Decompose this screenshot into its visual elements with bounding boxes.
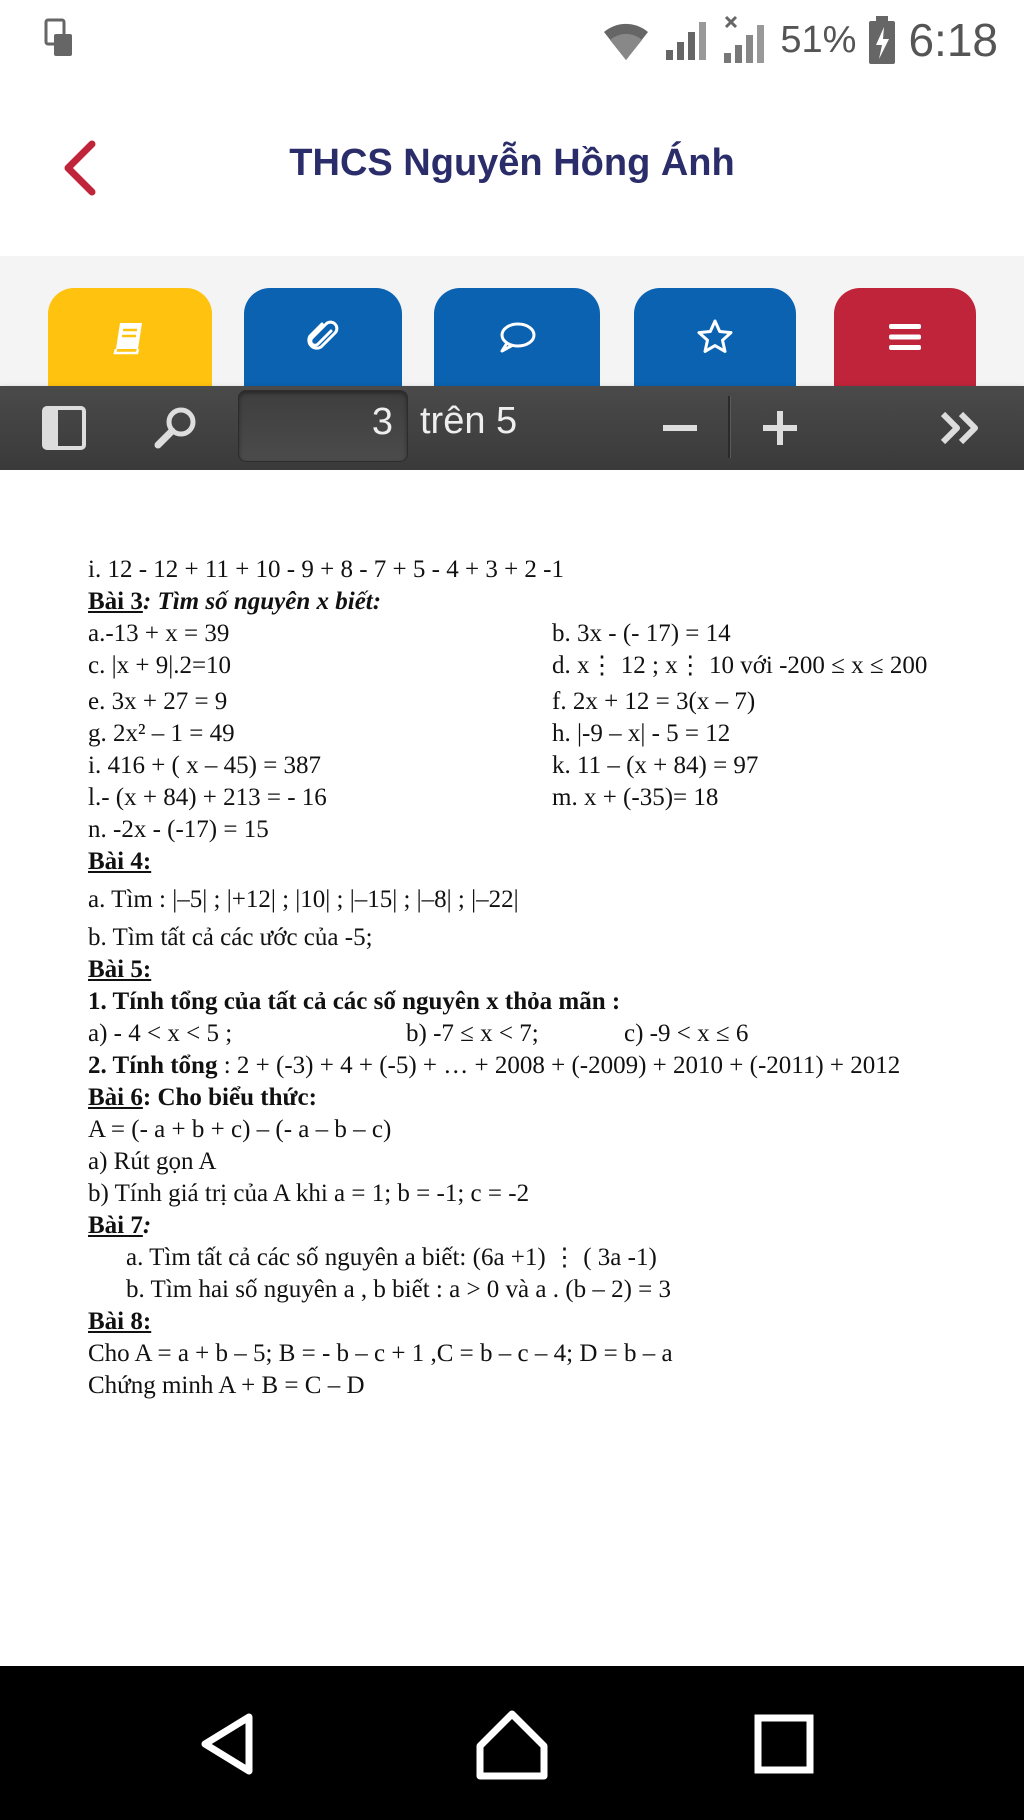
- doc-line: 1. Tính tổng của tất cả các số nguyên x thỏa mãn :: [88, 988, 621, 1015]
- tab-menu[interactable]: [834, 288, 976, 386]
- doc-line: n. -2x - (-17) = 15: [88, 816, 269, 843]
- page-total-label: trên 5: [420, 400, 518, 442]
- menu-icon: [885, 317, 925, 357]
- exercise-heading: Bài 6: [88, 1084, 143, 1111]
- double-chevron-right-icon: [937, 408, 987, 448]
- nav-back-button[interactable]: [188, 1704, 268, 1784]
- signal-no-sim-icon: [722, 15, 768, 65]
- sim-icon: [44, 18, 74, 58]
- problem-item: l.- (x + 84) + 213 = - 16: [88, 784, 327, 811]
- problem-item: : 2 + (-3) + 4 + (-5) + … + 2008 + (-2009) + 2010 + (-2011) + 2012: [217, 1052, 901, 1079]
- problem-item: a.-13 + x = 39: [88, 620, 230, 647]
- doc-line: b. Tìm tất cả các ước của -5;: [88, 924, 373, 951]
- exercise-heading: Bài 3: [88, 588, 143, 615]
- problem-item: b) -7 ≤ x < 7;: [406, 1020, 539, 1047]
- system-nav-bar: [0, 1666, 1024, 1820]
- tab-comments[interactable]: [434, 288, 600, 386]
- exercise-title: : Tìm số nguyên x biết:: [142, 588, 382, 615]
- wifi-icon: [600, 18, 652, 62]
- doc-line: a. Tìm : |–5| ; |+12| ; |10| ; |–15| ; |–8| ; |–22|: [88, 886, 519, 913]
- search-icon: [153, 405, 199, 451]
- doc-line: Cho A = a + b – 5; B = - b – c + 1 ,C = b – c – 4; D = b – a: [88, 1340, 673, 1367]
- sidebar-toggle-icon: [41, 405, 87, 451]
- book-icon: [110, 317, 150, 357]
- tab-documents[interactable]: [48, 288, 212, 386]
- doc-line: A = (- a + b + c) – (- a – b – c): [88, 1116, 392, 1143]
- doc-line: [88, 782, 1008, 814]
- doc-line: [88, 618, 1008, 650]
- zoom-in-button[interactable]: [752, 400, 808, 456]
- tab-favorites[interactable]: [634, 288, 796, 386]
- home-nav-icon: [474, 1706, 550, 1782]
- star-icon: [695, 317, 735, 357]
- doc-line: [88, 586, 1008, 618]
- page-number-input[interactable]: 3: [238, 390, 408, 462]
- doc-line: a. Tìm tất cả các số nguyên a biết: (6a +1) ⋮ ( 3a -1): [126, 1244, 657, 1271]
- zoom-out-button[interactable]: [652, 400, 708, 456]
- exercise-heading: Bài 7: [88, 1212, 143, 1239]
- exercise-title: : Cho biểu thức:: [142, 1084, 317, 1111]
- doc-line: [88, 1082, 1008, 1114]
- doc-line: b) Tính giá trị của A khi a = 1; b = -1; c = -2: [88, 1180, 530, 1207]
- problem-item: k. 11 – (x + 84) = 97: [552, 752, 759, 779]
- signal-icon: [664, 18, 710, 62]
- problem-item: m. x + (-35)= 18: [552, 784, 719, 811]
- exercise-title: :: [142, 1212, 152, 1239]
- search-button[interactable]: [148, 400, 204, 456]
- tab-bar: [0, 256, 1024, 386]
- problem-label: 2. Tính tổng: [88, 1052, 218, 1079]
- doc-line: [88, 686, 1008, 718]
- problem-item: e. 3x + 27 = 9: [88, 688, 228, 715]
- battery-percent: 51%: [780, 18, 857, 61]
- paperclip-icon: [303, 317, 343, 357]
- doc-line: [88, 1050, 1008, 1082]
- doc-line: Chứng minh A + B = C – D: [88, 1372, 365, 1399]
- doc-line: [88, 1018, 1008, 1050]
- problem-item: c) -9 < x ≤ 6: [624, 1020, 749, 1047]
- problem-item: a) - 4 < x < 5 ;: [88, 1020, 233, 1047]
- doc-line: [88, 718, 1008, 750]
- document-text: [88, 554, 1008, 1402]
- problem-item: i. 416 + ( x – 45) = 387: [88, 752, 322, 779]
- back-nav-icon: [193, 1709, 263, 1779]
- tab-attachments[interactable]: [244, 288, 402, 386]
- doc-line: [88, 750, 1008, 782]
- nav-home-button[interactable]: [472, 1704, 552, 1784]
- recents-nav-icon: [752, 1712, 816, 1776]
- pdf-page[interactable]: [0, 470, 1024, 1666]
- toolbar-divider: [728, 396, 731, 458]
- app-header: [0, 80, 1024, 256]
- problem-item: d. x⋮ 12 ; x⋮ 10 với -200 ≤ x ≤ 200: [552, 652, 928, 679]
- status-bar: [0, 0, 1024, 80]
- exercise-heading: Bài 8:: [88, 1308, 152, 1335]
- doc-line: [88, 1210, 1008, 1242]
- problem-item: f. 2x + 12 = 3(x – 7): [552, 688, 756, 715]
- battery-charging-icon: [868, 15, 896, 65]
- exercise-heading: Bài 5:: [88, 956, 152, 983]
- problem-item: h. |-9 – x| - 5 = 12: [552, 720, 731, 747]
- doc-line: i. 12 - 12 + 11 + 10 - 9 + 8 - 7 + 5 - 4 + 3 + 2 -1: [88, 556, 564, 583]
- clock: 6:18: [908, 14, 998, 66]
- doc-line: b. Tìm hai số nguyên a , b biết : a > 0 và a . (b – 2) = 3: [126, 1276, 671, 1303]
- doc-line: a) Rút gọn A: [88, 1148, 217, 1175]
- exercise-heading: Bài 4:: [88, 848, 152, 875]
- nav-recents-button[interactable]: [744, 1704, 824, 1784]
- sidebar-toggle-button[interactable]: [36, 400, 92, 456]
- problem-item: c. |x + 9|.2=10: [88, 652, 232, 679]
- chat-icon: [497, 317, 537, 357]
- problem-item: b. 3x - (- 17) = 14: [552, 620, 731, 647]
- problem-item: g. 2x² – 1 = 49: [88, 720, 235, 747]
- plus-icon: [760, 408, 800, 448]
- doc-line: [88, 650, 1008, 682]
- minus-icon: [660, 408, 700, 448]
- more-tools-button[interactable]: [932, 400, 992, 456]
- pdf-toolbar: [0, 386, 1024, 470]
- page-title: THCS Nguyễn Hồng Ánh: [289, 142, 735, 184]
